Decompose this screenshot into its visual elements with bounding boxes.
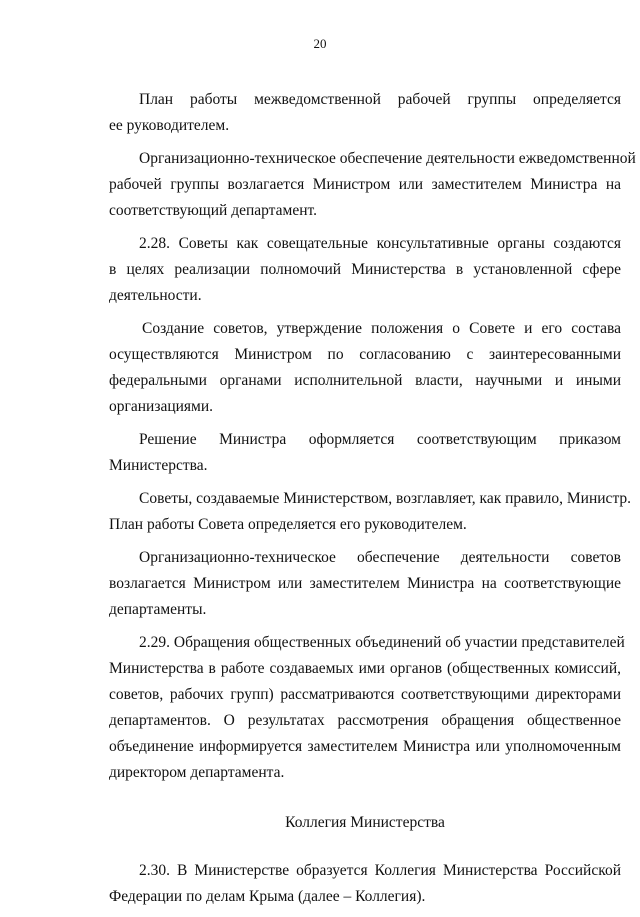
text-line: 2.28. Советы как совещательные консультативные органы создаются [139,235,621,252]
text-line: ее руководителем. [109,117,230,134]
text-line: директором департамента. [109,764,285,781]
document-body [109,87,636,917]
paragraph [109,545,621,623]
section-heading-text: Коллегия Министерства [285,814,445,831]
text-line: Советы, создаваемые Министерством, возглавляет, как правило, Министр. [139,490,632,507]
text-line: осуществляются Министром по согласованию с заинтересованными [109,346,621,363]
page-number: 20 [313,36,327,51]
text-line: Организационно-техническое обеспечение деятельности ежведомственной [139,150,636,167]
paragraph [109,87,621,139]
text-line: 2.29. Обращения общественных объединений об участии представителей [139,634,625,651]
section-heading [109,810,621,836]
text-line: Решение Министра оформляется соответствующим приказом [139,431,621,448]
paragraph [109,231,621,309]
paragraph [109,427,621,479]
text-line: деятельности. [109,287,202,304]
paragraph [109,146,636,224]
text-line: департаменты. [109,601,207,618]
text-line: возлагается Министром или заместителем Министра на соответствующие [109,575,621,592]
text-line: в целях реализации полномочий Министерства в установленной сфере [109,261,621,278]
text-line: 2.30. В Министерстве образуется Коллегия Министерства Российской [139,862,621,879]
text-line: План работы Совета определяется его руководителем. [109,516,467,533]
text-line: департаментов. О результатах рассмотрения обращения общественное [109,712,621,729]
final-paragraph [109,858,621,910]
text-line: Федерации по делам Крыма (далее – Коллегия). [109,888,426,905]
paragraph [109,486,632,538]
paragraph [109,316,621,420]
text-line: федеральными органами исполнительной власти, научными и иными [109,372,621,389]
text-line: советов, рабочих групп) рассматриваются соответствующими директорами [109,686,621,703]
text-line: Создание советов, утверждение положения о Совете и его состава [142,320,621,337]
text-line: Министерства. [109,457,208,474]
text-line: организациями. [109,398,214,415]
text-line: соответствующий департамент. [109,202,317,219]
text-line: План работы межведомственной рабочей группы определяется [139,91,621,108]
text-line: Министерства в работе создаваемых ими органов (общественных комиссий, [109,660,621,677]
paragraph-list [109,87,636,786]
text-line: рабочей группы возлагается Министром или заместителем Министра на [109,176,621,193]
text-line: Организационно-техническое обеспечение деятельности советов [139,549,621,566]
text-line: объединение информируется заместителем Министра или уполномоченным [109,738,621,755]
paragraph [109,630,625,786]
